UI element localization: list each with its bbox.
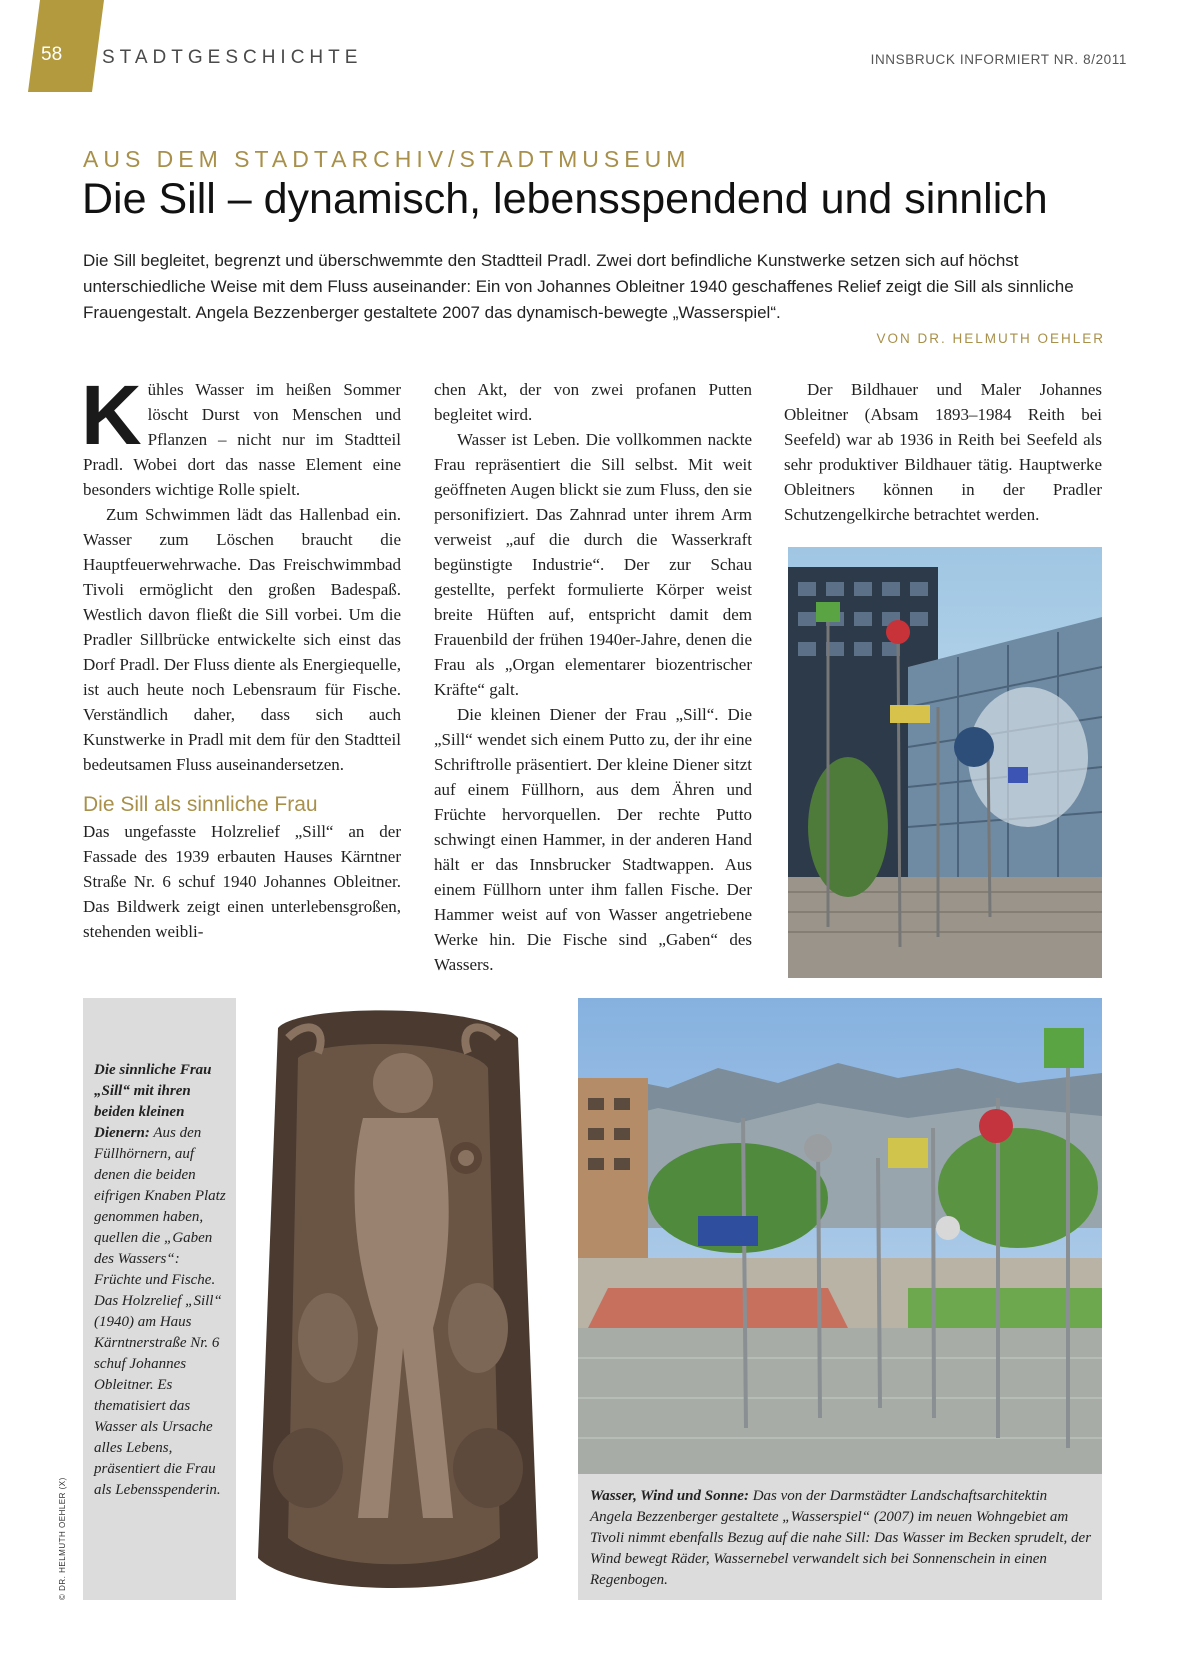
- column-2: [434, 377, 752, 977]
- paragraph: Zum Schwimmen lädt das Hallenbad ein. Wasser zum Löschen braucht die Hauptfeuerwehrwache. Das Freischwimmbad Tivoli ermöglicht den großen Badespaß. Westlich davon fließt die Sill vorbei. Um die Pradler Sillbrücke entwickelte sich einst das Dorf Pradl. Der Fluss diente als Energiequelle, ist auch heute noch Lebensraum für Fische. Verständlich daher, dass sich auch Kunstwerke in Pradl mit dem für den Stadtteil bedeutsamen Fluss auseinandersetzen.: [83, 505, 401, 774]
- caption-relief: Die sinnliche Frau „Sill“ mit ihren beiden kleinen Dienern: Aus den Füllhörnern, auf denen die beiden eifrigen Knaben Platz genommen haben, quellen die „Gaben des Wassers“: Früchte und Fische. Das Holzrelief „Sill“ (1940) am Haus Kärntnerstraße Nr. 6 schuf Johannes Obleitner. Es thematisiert das Wasser als Ursache alles Lebens, präsentiert die Frau als Lebensspenderin.: [94, 1062, 226, 1498]
- article-title: Die Sill – dynamisch, lebensspendend und sinnlich: [82, 175, 1048, 223]
- column-1: [81, 368, 401, 944]
- drop-cap: K: [81, 368, 142, 462]
- issue-label: INNSBRUCK INFORMIERT NR. 8/2011: [870, 52, 1127, 67]
- section-title: STADTGESCHICHTE: [102, 47, 363, 68]
- paragraph: Kühles Wasser im heißen Sommer löscht Durst von Menschen und Pflanzen – nicht nur im Stadtteil Pradl. Wobei dort das nasse Element eine besonders wichtige Rolle spielt.: [81, 368, 401, 499]
- subheading: Die Sill als sinnliche Frau: [83, 793, 318, 816]
- paragraph: Das ungefasste Holzrelief „Sill“ an der Fassade des 1939 erbauten Hauses Kärntner Straße Nr. 6 schuf 1940 Johannes Obleitner. Das Bildwerk zeigt einen unterlebensgroßen, stehenden weibli-: [83, 822, 401, 941]
- article-author: VON DR. HELMUTH OEHLER: [876, 331, 1105, 346]
- paragraph: Wasser ist Leben. Die vollkommen nackte Frau repräsentiert die Sill selbst. Mit weit geöffneten Augen blickt sie zum Fluss, den sie personifiziert. Das Zahnrad unter ihrem Arm verweist „auf die durch die Wasserkraft begünstigte Industrie“. Der zur Schau gestellte, perfekt formulierte Körper weist breite Hüften auf, entspricht damit dem Frauenbild der frühen 1940er-Jahre, denen die Frau als „Organ elementarer biozentrischer Kräfte“ galt.: [434, 430, 752, 699]
- article-intro: Die Sill begleitet, begrenzt und überschwemmte den Stadtteil Pradl. Zwei dort befindliche Kunstwerke setzen sich auf höchst unterschiedliche Weise mit dem Fluss auseinander: Ein von Johannes Obleitner 1940 geschaffenes Relief zeigt die Sill als sinnliche Frauengestalt. Angela Bezzenberger gestaltete 2007 das dynamisch-bewegte „Wasserspiel“.: [83, 251, 1074, 322]
- wooden-relief-photo: [238, 998, 550, 1602]
- article-kicker: AUS DEM STADTARCHIV/STADTMUSEUM: [83, 146, 691, 172]
- paragraph: chen Akt, der von zwei profanen Putten begleitet wird.: [434, 380, 752, 424]
- column-3: [784, 377, 1102, 527]
- caption-fountain: Wasser, Wind und Sonne: Das von der Darmstädter Landschaftsarchitektin Angela Bezzenberger gestaltete „Wasserspiel“ (2007) im neuen Wohngebiet am Tivoli nimmt ebenfalls Bezug auf die nahe Sill: Das Wasser im Becken sprudelt, der Wind bewegt Räder, Wassernebel verwandelt sich bei Sonnenschein in einen Regenbogen.: [590, 1488, 1092, 1588]
- paragraph: Die kleinen Diener der Frau „Sill“. Die „Sill“ wendet sich einem Putto zu, der ihr eine Schriftrolle präsentiert. Der kleine Diener sitzt auf einem Füllhorn, aus dem Ähren und Früchte hervorquellen. Der rechte Putto schwingt einen Hammer, in der anderen Hand hält er das Innsbrucker Stadtwappen. Aus einem Füllhorn unter ihm fallen Fische. Der Hammer weist auf von Wasser angetriebene Werke hin. Die Fische sind „Gaben“ des Wassers.: [434, 705, 752, 974]
- photo-credit: © DR. HELMUTH OEHLER (X): [58, 1477, 67, 1600]
- wasserspiel-photo: [578, 998, 1102, 1474]
- paragraph: Der Bildhauer und Maler Johannes Obleitner (Absam 1893–1984 Reith bei Seefeld) war ab 1936 in Reith bei Seefeld als sehr produktiver Bildhauer tätig. Hauptwerke Obleitners können in der Pradler Schutzengelkirche betrachtet werden.: [784, 380, 1102, 524]
- building-fountain-photo: [788, 547, 1102, 978]
- page-number: 58: [41, 44, 63, 65]
